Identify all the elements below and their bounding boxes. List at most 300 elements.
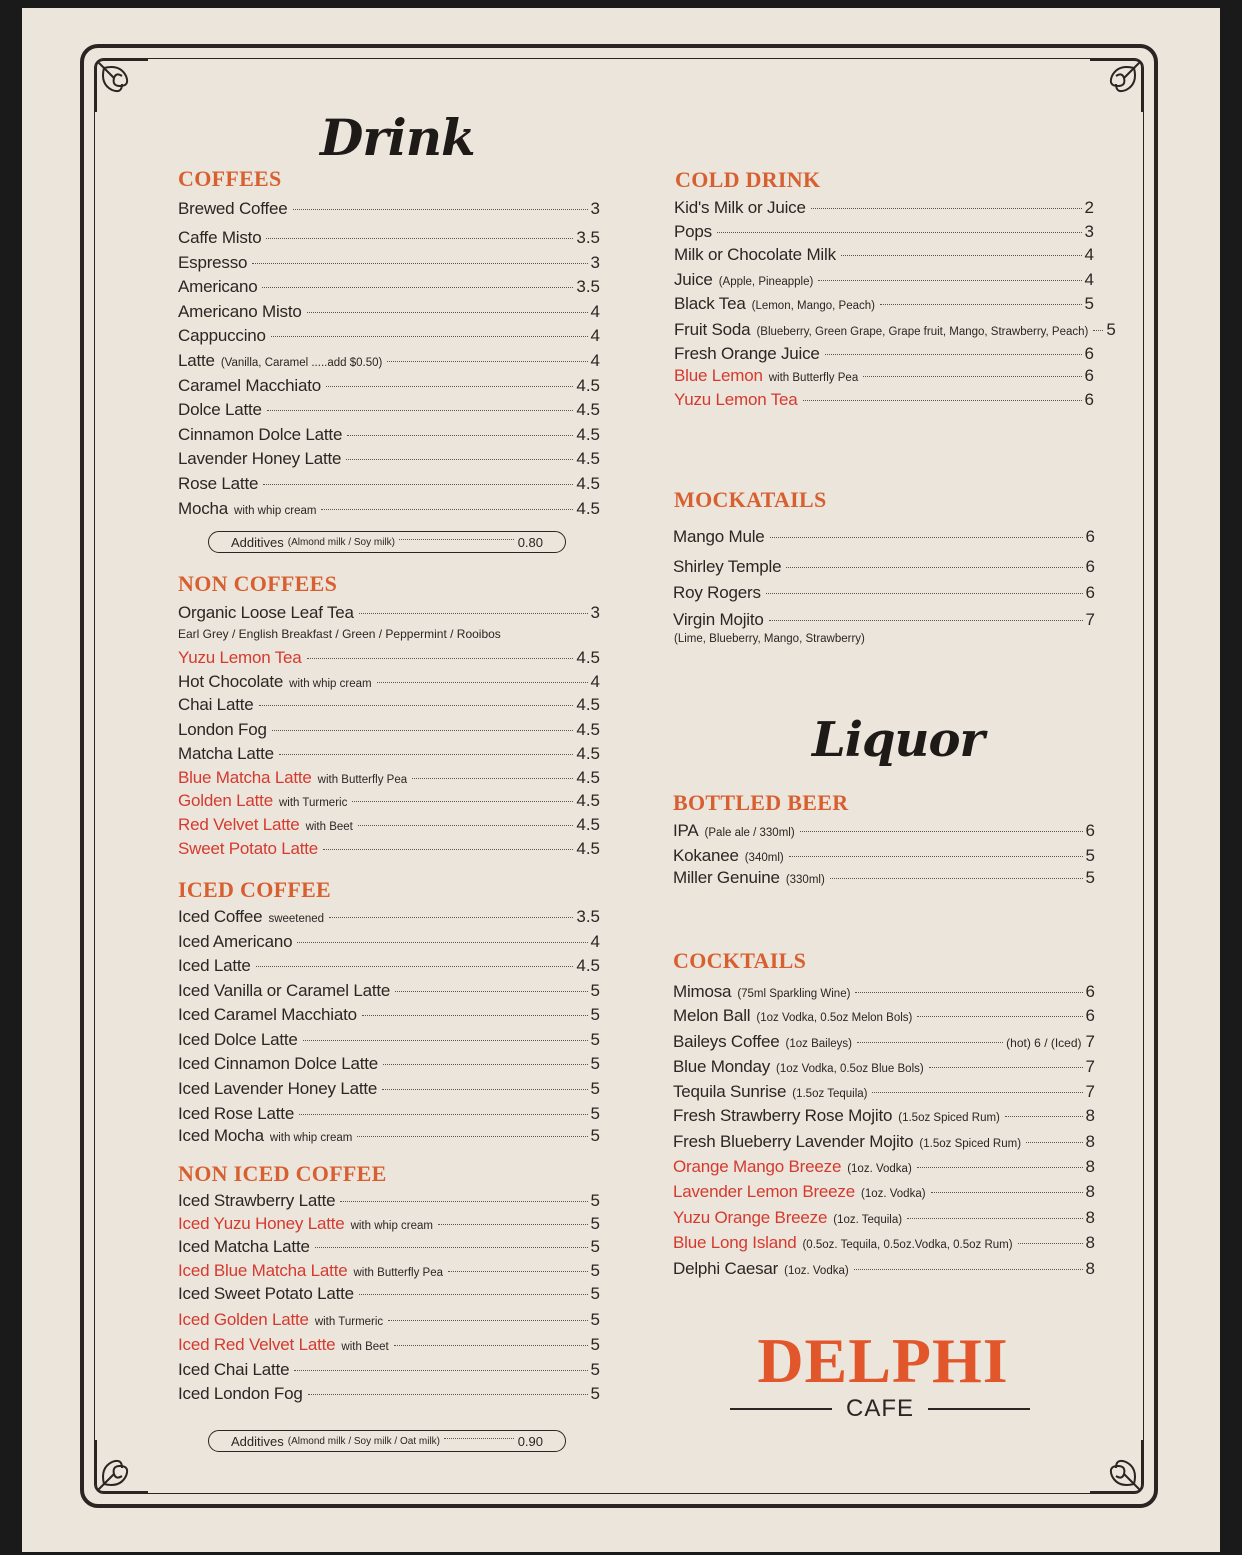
leader-dots xyxy=(863,376,1081,377)
leader-dots xyxy=(259,705,574,706)
menu-item-extra: (hot) 6 / (Iced) xyxy=(1006,1036,1082,1050)
menu-item-name: Golden Latte xyxy=(178,791,273,810)
menu-item-name: Cappuccino xyxy=(178,326,266,345)
menu-item-note: (1oz. Vodka) xyxy=(784,1265,849,1277)
menu-item-name: Blue Long Island xyxy=(673,1233,797,1252)
menu-item xyxy=(178,1102,600,1126)
menu-item xyxy=(674,364,1094,388)
menu-item xyxy=(674,243,1094,267)
menu-item-name: Mango Mule xyxy=(673,527,765,546)
menu-item-name: Fresh Blueberry Lavender Mojito xyxy=(673,1132,914,1151)
menu-item-note: with whip cream xyxy=(289,678,372,690)
menu-item-name: Lavender Lemon Breeze xyxy=(673,1182,855,1201)
corner-ornament-icon xyxy=(1086,1436,1148,1498)
leader-dots xyxy=(308,1394,588,1395)
leader-dots xyxy=(811,208,1082,209)
menu-item xyxy=(178,251,600,275)
leader-dots xyxy=(297,942,587,943)
drink-title: Drink xyxy=(320,108,475,167)
leader-dots xyxy=(362,1015,588,1016)
additives-price: 0.90 xyxy=(517,1433,543,1449)
menu-item-price: 5 xyxy=(590,1214,600,1233)
menu-item-name: Iced Red Velvet Latte xyxy=(178,1335,336,1354)
menu-item xyxy=(673,1104,1095,1128)
menu-item-price: 6 xyxy=(1085,557,1095,576)
menu-item-name: Black Tea xyxy=(674,294,746,313)
menu-item-price: 7 xyxy=(1085,1032,1095,1051)
menu-item xyxy=(178,1308,600,1332)
menu-item xyxy=(178,1282,600,1306)
menu-item xyxy=(673,1257,1095,1281)
leader-dots xyxy=(347,435,573,436)
leader-dots xyxy=(340,1201,587,1202)
leader-dots xyxy=(717,232,1082,233)
menu-item-note: with Turmeric xyxy=(278,797,348,809)
menu-item-name: Juice xyxy=(674,270,713,289)
menu-item-price: 6 xyxy=(1085,527,1095,546)
leader-dots xyxy=(1026,1142,1082,1143)
leader-dots xyxy=(388,1320,587,1321)
menu-item-price: 6 xyxy=(1084,366,1094,385)
menu-item-price: 4.5 xyxy=(576,449,600,468)
leader-dots xyxy=(917,1016,1082,1017)
menu-item-name: Yuzu Lemon Tea xyxy=(178,648,302,667)
leader-dots xyxy=(256,966,574,967)
menu-item xyxy=(178,349,600,373)
menu-item-price: 5 xyxy=(1106,320,1116,339)
leader-dots xyxy=(789,856,1083,857)
leader-dots xyxy=(872,1092,1082,1093)
menu-item-note: with Butterfly Pea xyxy=(317,774,408,786)
corner-ornament-icon xyxy=(90,1436,152,1498)
menu-item-price: 3 xyxy=(590,603,600,622)
menu-item-price: 5 xyxy=(590,1360,600,1379)
liquor-title: Liquor xyxy=(812,712,984,768)
menu-item-price: 8 xyxy=(1085,1106,1095,1125)
corner-ornament-icon xyxy=(1086,54,1148,116)
menu-item-name: Organic Loose Leaf Tea xyxy=(178,603,354,622)
menu-item-price: 6 xyxy=(1085,1006,1095,1025)
menu-item-price: 5 xyxy=(590,1335,600,1354)
menu-item-note: (1.5oz Spiced Rum) xyxy=(898,1112,1000,1124)
menu-item xyxy=(673,1180,1095,1204)
leader-dots xyxy=(357,1136,587,1137)
menu-item xyxy=(178,837,600,861)
leader-dots xyxy=(1005,1116,1083,1117)
menu-item-name: Iced Lavender Honey Latte xyxy=(178,1079,378,1098)
leader-dots xyxy=(1093,330,1103,331)
leader-dots xyxy=(329,917,573,918)
menu-item-name: London Fog xyxy=(178,720,267,739)
menu-item-name: Iced Caramel Macchiato xyxy=(178,1005,357,1024)
section-heading-mocktails: MOCKATAILS xyxy=(674,487,827,512)
leader-dots xyxy=(323,849,573,850)
menu-item xyxy=(178,979,600,1003)
logo-sub-text: CAFE xyxy=(846,1395,915,1422)
section-heading-non-coffees: NON COFFEES xyxy=(178,571,338,596)
menu-item-price: 4.5 xyxy=(576,791,600,810)
menu-item-name: Hot Chocolate xyxy=(178,672,284,691)
leader-dots xyxy=(394,1345,588,1346)
menu-item-price: 8 xyxy=(1085,1157,1095,1176)
menu-item-name: Iced Mocha xyxy=(178,1126,264,1145)
menu-item-name: Tequila Sunrise xyxy=(673,1082,787,1101)
menu-item-price: 4 xyxy=(590,932,600,951)
menu-item-price: 4.5 xyxy=(576,695,600,714)
menu-item-price: 3.5 xyxy=(576,907,600,926)
menu-item xyxy=(673,525,1095,549)
menu-item xyxy=(673,1004,1095,1028)
menu-item-name: Iced Matcha Latte xyxy=(178,1237,310,1256)
leader-dots xyxy=(800,831,1083,832)
leader-dots xyxy=(907,1218,1082,1219)
section-heading-cocktails: COCKTAILS xyxy=(673,948,807,973)
menu-item xyxy=(178,601,600,625)
leader-dots xyxy=(266,238,573,239)
menu-item-note: (1oz Vodka, 0.5oz Blue Bols) xyxy=(776,1063,924,1075)
menu-item-note: with Butterfly Pea xyxy=(353,1267,443,1279)
menu-item-price: 5 xyxy=(590,1054,600,1073)
menu-item-price: 4 xyxy=(590,672,600,691)
menu-item-name: Virgin Mojito xyxy=(673,610,764,629)
menu-item-price: 5 xyxy=(590,1284,600,1303)
leader-dots xyxy=(444,1438,514,1439)
menu-item xyxy=(178,718,600,742)
menu-item-note: (75ml Sparkling Wine) xyxy=(737,988,851,1000)
menu-item-name: Iced Strawberry Latte xyxy=(178,1191,336,1210)
leader-dots xyxy=(931,1192,1083,1193)
menu-item-price: 8 xyxy=(1085,1132,1095,1151)
menu-item xyxy=(178,1235,600,1259)
menu-item xyxy=(178,324,600,348)
menu-item-price: 3 xyxy=(590,199,600,218)
menu-item-price: 4.5 xyxy=(576,400,600,419)
menu-item-name: Yuzu Lemon Tea xyxy=(674,390,798,409)
menu-item-price: 5 xyxy=(590,1191,600,1210)
menu-item xyxy=(178,1358,600,1382)
menu-item-name: Iced Americano xyxy=(178,932,293,951)
menu-item xyxy=(673,844,1095,868)
menu-item xyxy=(673,1055,1095,1079)
tea-varieties: Earl Grey / English Breakfast / Green / Peppermint / Rooibos xyxy=(178,627,501,641)
menu-item xyxy=(178,813,600,837)
menu-item xyxy=(178,930,600,954)
menu-item-name: Chai Latte xyxy=(178,695,254,714)
leader-dots xyxy=(321,509,573,510)
menu-item-note: (Blueberry, Green Grape, Grape fruit, Mango, Strawberry, Peach) xyxy=(756,326,1089,338)
leader-dots xyxy=(825,354,1082,355)
menu-item-name: Iced Yuzu Honey Latte xyxy=(178,1214,345,1233)
menu-item xyxy=(674,388,1094,412)
menu-item-price: 4 xyxy=(1084,245,1094,264)
section-heading-cold-drink: COLD DRINK xyxy=(675,167,821,192)
menu-item-name: Pops xyxy=(674,222,712,241)
leader-dots xyxy=(303,1040,588,1041)
menu-item-price: 3.5 xyxy=(576,228,600,247)
leader-dots xyxy=(854,1269,1083,1270)
leader-dots xyxy=(271,336,588,337)
menu-item-price: 8 xyxy=(1085,1233,1095,1252)
leader-dots xyxy=(880,304,1082,305)
menu-item xyxy=(178,1052,600,1076)
menu-item-price: 5 xyxy=(590,1005,600,1024)
menu-item xyxy=(178,1212,600,1236)
menu-item-name: IPA xyxy=(673,821,699,840)
menu-item xyxy=(178,1259,600,1283)
leader-dots xyxy=(841,255,1082,256)
menu-item-price: 7 xyxy=(1085,610,1095,629)
menu-item-price: 4.5 xyxy=(576,815,600,834)
leader-dots xyxy=(857,1042,1003,1043)
menu-item-note: (1.5oz Tequila) xyxy=(792,1088,868,1100)
menu-item-note: with Beet xyxy=(305,821,353,833)
menu-item-name: Dolce Latte xyxy=(178,400,262,419)
leader-dots xyxy=(766,593,1083,594)
menu-item xyxy=(674,292,1094,316)
menu-item xyxy=(178,374,600,398)
logo-name: DELPHI xyxy=(757,1325,1009,1396)
menu-item-price: 5 xyxy=(590,1030,600,1049)
menu-item-name: Matcha Latte xyxy=(178,744,274,763)
leader-dots xyxy=(383,1064,587,1065)
menu-item xyxy=(673,581,1095,605)
additives-note: (Almond milk / Soy milk) xyxy=(287,536,395,548)
menu-item xyxy=(674,196,1094,220)
menu-item-price: 8 xyxy=(1085,1208,1095,1227)
menu-item xyxy=(673,866,1095,890)
menu-item-price: 4.5 xyxy=(576,744,600,763)
menu-item-note: (Apple, Pineapple) xyxy=(718,276,814,288)
menu-item-name: Melon Ball xyxy=(673,1006,751,1025)
menu-item-name: Blue Matcha Latte xyxy=(178,768,312,787)
menu-item xyxy=(674,342,1094,366)
menu-item xyxy=(178,646,600,670)
menu-item-price: 5 xyxy=(590,1126,600,1145)
menu-item xyxy=(178,1124,600,1148)
menu-item-note: with Butterfly Pea xyxy=(768,372,859,384)
menu-item xyxy=(674,268,1094,292)
additives-note: (Almond milk / Soy milk / Oat milk) xyxy=(287,1435,440,1447)
menu-item xyxy=(673,1231,1095,1255)
leader-dots xyxy=(448,1271,588,1272)
menu-item-price: 4.5 xyxy=(576,376,600,395)
section-heading-iced-coffee: ICED COFFEE xyxy=(178,877,332,902)
additives-label: Additives xyxy=(231,1433,284,1449)
menu-item xyxy=(178,197,600,221)
menu-item xyxy=(178,497,600,521)
menu-item xyxy=(673,1130,1095,1154)
menu-item-name: Sweet Potato Latte xyxy=(178,839,319,858)
leader-dots xyxy=(412,778,573,779)
menu-item-price: 5 xyxy=(590,1261,600,1280)
menu-item-note: (340ml) xyxy=(744,852,784,864)
menu-item xyxy=(178,398,600,422)
menu-item xyxy=(178,954,600,978)
leader-dots xyxy=(377,682,588,683)
menu-item xyxy=(673,555,1095,579)
logo-sub xyxy=(730,1394,1030,1424)
menu-item-note: (1oz Vodka, 0.5oz Melon Bols) xyxy=(756,1012,913,1024)
menu-item-price: 5 xyxy=(590,1237,600,1256)
menu-item-price: 4 xyxy=(1084,270,1094,289)
menu-item-note: (1oz. Vodka) xyxy=(860,1188,926,1200)
menu-item-note: (0.5oz. Tequila, 0.5oz.Vodka, 0.5oz Rum) xyxy=(802,1239,1013,1251)
leader-dots xyxy=(387,361,587,362)
menu-item-name: Lavender Honey Latte xyxy=(178,449,342,468)
menu-item-name: Latte xyxy=(178,351,215,370)
leader-dots xyxy=(293,209,588,210)
mojito-flavors: (Lime, Blueberry, Mango, Strawberry) xyxy=(674,633,865,645)
menu-item-price: 3 xyxy=(1084,222,1094,241)
menu-item-price: 3 xyxy=(590,253,600,272)
leader-dots xyxy=(279,754,573,755)
menu-item-name: Iced Golden Latte xyxy=(178,1310,309,1329)
menu-item-name: Fresh Strawberry Rose Mojito xyxy=(673,1106,893,1125)
leader-dots xyxy=(438,1224,588,1225)
menu-item xyxy=(673,1030,1095,1054)
menu-item xyxy=(178,742,600,766)
menu-item xyxy=(178,670,600,694)
leader-dots xyxy=(929,1067,1083,1068)
menu-item-price: 7 xyxy=(1085,1082,1095,1101)
menu-item xyxy=(674,318,1116,342)
menu-item-name: Iced Latte xyxy=(178,956,251,975)
menu-item-name: Fresh Orange Juice xyxy=(674,344,820,363)
menu-item-name: Blue Lemon xyxy=(674,366,763,385)
leader-dots xyxy=(262,287,573,288)
menu-item-name: Orange Mango Breeze xyxy=(673,1157,842,1176)
menu-item-price: 4.5 xyxy=(576,648,600,667)
menu-item-name: Brewed Coffee xyxy=(178,199,288,218)
menu-item xyxy=(178,275,600,299)
menu-item-name: Iced Blue Matcha Latte xyxy=(178,1261,348,1280)
leader-dots xyxy=(399,539,514,540)
menu-item-note: (Vanilla, Caramel .....add $0.50) xyxy=(220,357,383,369)
menu-item-price: 6 xyxy=(1084,344,1094,363)
leader-dots xyxy=(272,730,574,731)
logo-rule xyxy=(730,1408,832,1410)
menu-item-price: 6 xyxy=(1084,390,1094,409)
menu-item-price: 5 xyxy=(1084,294,1094,313)
additives-price: 0.80 xyxy=(517,534,543,550)
menu-item-price: 5 xyxy=(590,1104,600,1123)
menu-item-name: Mocha xyxy=(178,499,229,518)
leader-dots xyxy=(263,484,573,485)
menu-item-price: 4.5 xyxy=(576,425,600,444)
menu-item-price: 8 xyxy=(1085,1182,1095,1201)
leader-dots xyxy=(830,878,1083,879)
leader-dots xyxy=(803,400,1082,401)
leader-dots xyxy=(1018,1243,1083,1244)
menu-item xyxy=(673,1206,1095,1230)
logo-rule xyxy=(928,1408,1030,1410)
menu-item-price: 5 xyxy=(590,981,600,1000)
menu-item xyxy=(673,980,1095,1004)
menu-item-price: 7 xyxy=(1085,1057,1095,1076)
menu-item-price: 5 xyxy=(590,1384,600,1403)
menu-item xyxy=(178,423,600,447)
leader-dots xyxy=(769,620,1083,621)
menu-item-price: 8 xyxy=(1085,1259,1095,1278)
menu-item-price: 4 xyxy=(590,326,600,345)
leader-dots xyxy=(294,1370,587,1371)
menu-item xyxy=(178,1333,600,1357)
menu-item-note: with whip cream xyxy=(269,1132,353,1144)
leader-dots xyxy=(917,1167,1083,1168)
menu-item xyxy=(673,819,1095,843)
menu-item-note: (Pale ale / 330ml) xyxy=(704,827,795,839)
section-heading-coffees: COFFEES xyxy=(178,166,282,191)
section-heading-non-iced-coffee: NON ICED COFFEE xyxy=(178,1161,387,1186)
menu-item-name: Iced Dolce Latte xyxy=(178,1030,298,1049)
menu-item-price: 4.5 xyxy=(576,720,600,739)
leader-dots xyxy=(267,410,574,411)
menu-item-name: Miller Genuine xyxy=(673,868,780,887)
menu-item xyxy=(178,1382,600,1406)
leader-dots xyxy=(299,1114,587,1115)
leader-dots xyxy=(358,825,573,826)
corner-ornament-icon xyxy=(90,54,152,116)
menu-item xyxy=(178,905,600,929)
leader-dots xyxy=(326,386,573,387)
menu-item-name: Red Velvet Latte xyxy=(178,815,300,834)
leader-dots xyxy=(770,537,1083,538)
leader-dots xyxy=(307,658,574,659)
menu-item xyxy=(178,1028,600,1052)
menu-item-price: 4.5 xyxy=(576,499,600,518)
menu-item-name: Espresso xyxy=(178,253,248,272)
menu-item-price: 4.5 xyxy=(576,768,600,787)
menu-item-price: 4.5 xyxy=(576,839,600,858)
menu-item-note: with whip cream xyxy=(350,1220,434,1232)
menu-item-price: 4 xyxy=(590,351,600,370)
menu-item-name: Roy Rogers xyxy=(673,583,761,602)
leader-dots xyxy=(252,263,587,264)
leader-dots xyxy=(359,613,588,614)
leader-dots xyxy=(346,459,573,460)
menu-item xyxy=(673,1080,1095,1104)
menu-item-name: Caramel Macchiato xyxy=(178,376,322,395)
menu-item-price: 6 xyxy=(1085,821,1095,840)
menu-item-price: 6 xyxy=(1085,583,1095,602)
leader-dots xyxy=(855,992,1082,993)
menu-item xyxy=(178,226,600,250)
menu-item xyxy=(178,1077,600,1101)
section-heading-bottled-beer: BOTTLED BEER xyxy=(673,790,849,815)
menu-item-name: Iced Vanilla or Caramel Latte xyxy=(178,981,391,1000)
menu-item-note: (1oz. Vodka) xyxy=(847,1163,912,1175)
menu-item-name: Delphi Caesar xyxy=(673,1259,779,1278)
menu-item-name: Baileys Coffee xyxy=(673,1032,780,1051)
menu-item-price: 4.5 xyxy=(576,956,600,975)
menu-item-price: 6 xyxy=(1085,982,1095,1001)
menu-item-price: 4 xyxy=(590,302,600,321)
menu-item-name: Shirley Temple xyxy=(673,557,782,576)
leader-dots xyxy=(818,280,1081,281)
additives-pill xyxy=(208,531,566,553)
menu-item-name: Iced London Fog xyxy=(178,1384,303,1403)
additives-label: Additives xyxy=(231,534,284,550)
menu-item-name: Iced Rose Latte xyxy=(178,1104,295,1123)
menu-item-name: Kokanee xyxy=(673,846,739,865)
menu-item-name: Rose Latte xyxy=(178,474,259,493)
menu-item-name: Blue Monday xyxy=(673,1057,771,1076)
menu-item-note: with Beet xyxy=(341,1341,389,1353)
menu-item-note: sweetened xyxy=(268,913,325,925)
menu-item-name: Fruit Soda xyxy=(674,320,751,339)
menu-item xyxy=(178,789,600,813)
menu-item xyxy=(673,608,1095,632)
